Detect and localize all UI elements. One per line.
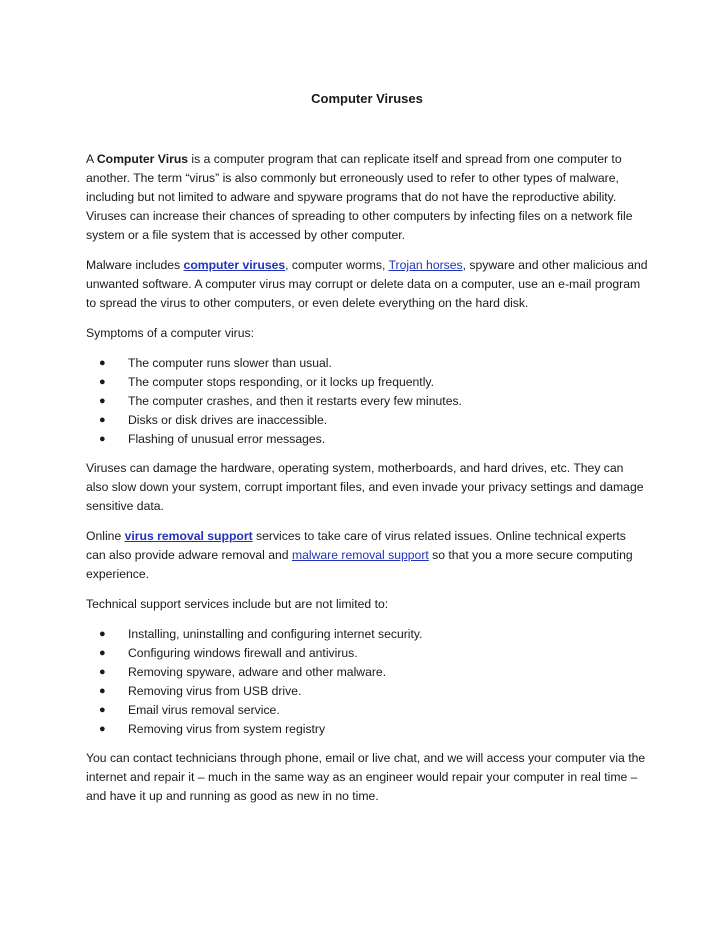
bullet-icon: ● [99, 723, 106, 735]
document-body [86, 150, 648, 817]
list-item [86, 625, 648, 644]
list-item-text: The computer runs slower than usual. [128, 356, 332, 370]
list-item [86, 701, 648, 720]
intro-term: Computer Virus [96, 152, 189, 166]
list-item-text: Removing virus from USB drive. [128, 684, 302, 698]
bullet-icon: ● [99, 704, 106, 716]
symptoms-list [86, 354, 648, 449]
intro-prefix: A [86, 152, 97, 166]
trojan-horses-link[interactable]: Trojan horses [388, 258, 463, 272]
list-item [86, 682, 648, 701]
damage-paragraph: Viruses can damage the hardware, operating system, motherboards, and hard drives, etc. They can also slow down your system, corrupt important files, and even invade your privacy settings and damage sensitive data. [86, 461, 644, 513]
malware-paragraph [86, 256, 648, 313]
bullet-icon: ● [99, 414, 106, 426]
bullet-icon: ● [99, 357, 106, 369]
support-rest: so that you a more secure computing experience. [86, 548, 633, 581]
list-item [86, 644, 648, 663]
intro-rest: is a computer program that can replicate itself and spread from one computer to another. The term “virus” is also commonly but erroneously used to refer to other types of malware, including but not limited to adware and spyware programs that do not have the reproductive ability. Viruses can increase their chances of spreading to other computers by infecting files on a network file system or a file system that is accessed by other computer. [86, 152, 633, 242]
malware-rest: , spyware and other malicious and unwanted software. A computer virus may corrupt or delete data on a computer, use an e-mail program to spread the virus to other computers, or even delete everything on the hard disk. [86, 258, 648, 310]
bullet-icon: ● [99, 395, 106, 407]
list-item-text: The computer stops responding, or it locks up frequently. [128, 375, 434, 389]
list-item-text: Configuring windows firewall and antivirus. [128, 646, 358, 660]
list-item [86, 663, 648, 682]
list-item [86, 354, 648, 373]
contact-paragraph: You can contact technicians through phone, email or live chat, and we will access your computer via the internet and repair it – much in the same way as an engineer would repair your computer in real time – and have it up and running as good as new in no time. [86, 751, 646, 803]
bullet-icon: ● [99, 433, 106, 445]
virus-removal-support-link[interactable]: virus removal support [124, 529, 253, 543]
list-item [86, 430, 648, 449]
support-mid: services to take care of virus related issues. Online technical experts can also provide adware removal and [86, 529, 626, 562]
list-item-text: Disks or disk drives are inaccessible. [128, 413, 328, 427]
list-item-text: The computer crashes, and then it restarts every few minutes. [128, 394, 462, 408]
services-list [86, 625, 648, 739]
list-item-text: Removing virus from system registry [128, 722, 326, 736]
intro-paragraph [86, 150, 648, 245]
support-paragraph [86, 527, 648, 584]
list-item [86, 720, 648, 739]
bullet-icon: ● [99, 647, 106, 659]
malware-mid: , computer worms, [285, 258, 389, 272]
malware-removal-support-link[interactable]: malware removal support [291, 548, 429, 562]
list-item [86, 392, 648, 411]
bullet-icon: ● [99, 685, 106, 697]
malware-prefix: Malware includes [86, 258, 184, 272]
list-item-text: Installing, uninstalling and configuring internet security. [128, 627, 423, 641]
computer-viruses-link[interactable]: computer viruses [183, 258, 286, 272]
list-item-text: Removing spyware, adware and other malware. [128, 665, 387, 679]
list-item-text: Email virus removal service. [128, 703, 280, 717]
bullet-icon: ● [99, 628, 106, 640]
support-prefix: Online [86, 529, 125, 543]
list-item [86, 411, 648, 430]
list-item-text: Flashing of unusual error messages. [128, 432, 326, 446]
symptoms-heading: Symptoms of a computer virus: [86, 326, 254, 340]
page-title: Computer Viruses [311, 91, 423, 106]
services-heading: Technical support services include but are not limited to: [86, 597, 389, 611]
bullet-icon: ● [99, 666, 106, 678]
bullet-icon: ● [99, 376, 106, 388]
list-item [86, 373, 648, 392]
